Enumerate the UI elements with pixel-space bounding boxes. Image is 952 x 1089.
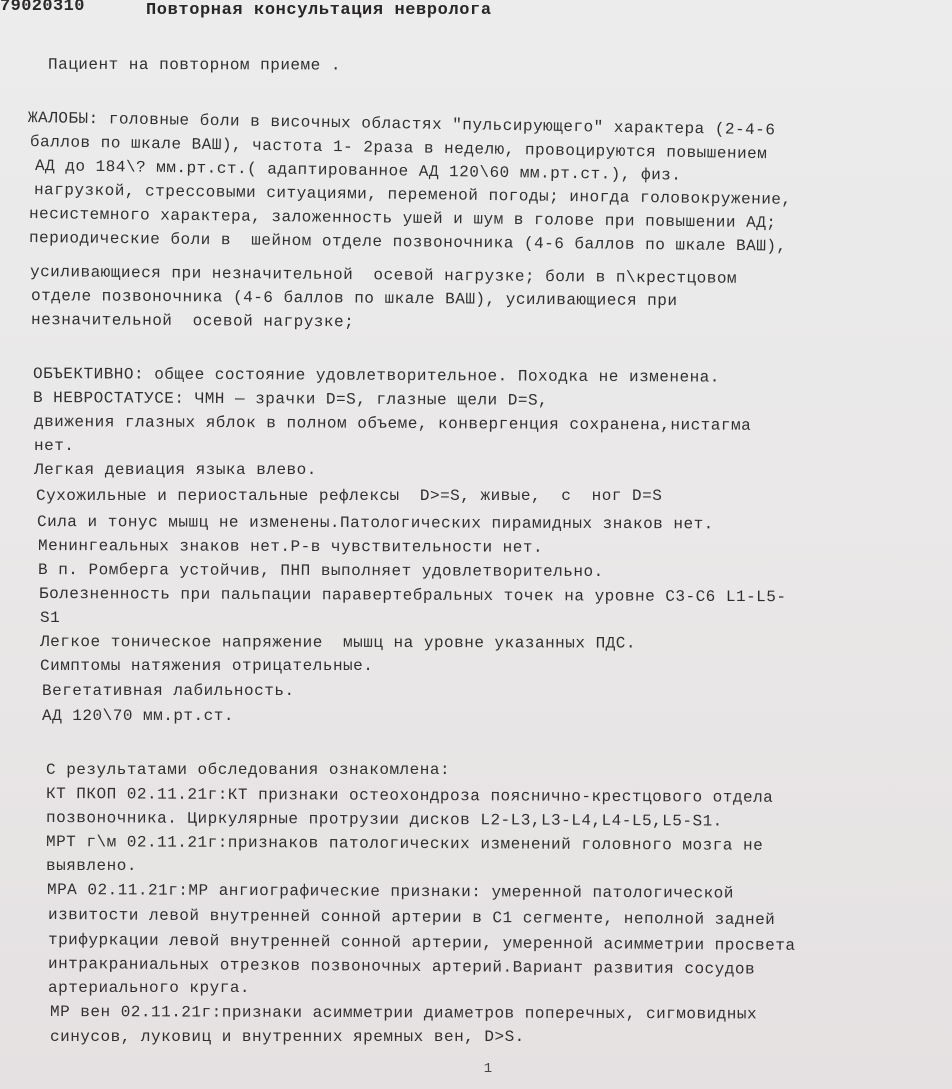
results-line: артериального круга.: [48, 979, 251, 997]
objective-line: Легкая девиация языка влево.: [34, 461, 317, 479]
complaints-line: ЖАЛОБЫ: головные боли в височных областях "пульсирующего" характера (2-4-6: [27, 109, 776, 140]
complaints-line: отделе позвоночника (4-6 баллов по шкале ВАШ), усиливающиеся при: [30, 287, 678, 311]
results-line: КТ ПКОП 02.11.21г:КТ признаки остеохондроза пояснично-крестцового отдела: [45, 785, 774, 807]
results-line: С результатами обследования ознакомлена:: [46, 761, 451, 779]
objective-line: S1: [40, 609, 61, 627]
objective-line: АД 120\70 мм.рт.ст.: [42, 707, 234, 725]
objective-line: Вегетативная лабильность.: [42, 682, 295, 700]
complaints-line: периодические боли в шейном отделе позвоночника (4-6 баллов по шкале ВАШ),: [28, 229, 787, 256]
objective-line: В НЕВРОСТАТУСЕ: ЧМН — зрачки D=S, глазные щели D=S,: [32, 389, 549, 410]
objective-line: Сила и тонус мышц не изменены.Патологических пирамидных знаков нет.: [36, 513, 714, 534]
objective-line: Сухожильные и периостальные рефлексы D>=S, живые, с ног D=S: [36, 487, 663, 505]
results-line: интракраниальных отрезков позвоночных артерий.Вариант развития сосудов: [47, 955, 756, 979]
document-title: Повторная консультация невролога: [146, 1, 492, 20]
complaints-line: баллов по шкале ВАШ), частота 1- 2раза в неделю, провоцируются повышением: [29, 133, 768, 164]
complaints-line: несистемного характера, заложенность ушей и шум в голове при повышении АД;: [28, 205, 777, 233]
objective-line: Симптомы натяжения отрицательные.: [40, 657, 374, 675]
results-line: выявлено.: [46, 857, 137, 875]
objective-line: Болезненность при пальпации паравертебральных точек на уровне С3-С6 L1-L5-: [38, 585, 787, 607]
results-line: извитости левой внутренней сонной артерии в С1 сегменте, неполной задней: [47, 906, 776, 930]
objective-line: Менингеальных знаков нет.Р-в чувствительности нет.: [37, 537, 544, 557]
objective-line: движения глазных яблок в полном объеме, конвергенция сохранена,нистагма: [33, 413, 752, 435]
complaints-line: незначительной осевой нагрузке;: [30, 311, 355, 332]
complaints-line: АД до 184\? мм.рт.ст.( адаптированное АД 120\60 мм.рт.ст.), физ.: [34, 157, 682, 185]
objective-line: ОБЪЕКТИВНО: общее состояние удовлетворительное. Походка не изменена.: [32, 365, 720, 387]
complaints-line: нагрузкой, стрессовыми ситуациями, переменой погоды; иногда головокружение,: [33, 181, 792, 209]
text-line: Пациент на повторном приеме .: [47, 55, 341, 75]
results-line: МР вен 02.11.21г:признаки асимметрии диаметров поперечных, сигмовидных: [49, 1003, 758, 1024]
results-line: позвоночника. Циркулярные протрузии дисков L2-L3,L3-L4,L4-L5,L5-S1.: [45, 809, 723, 831]
objective-line: В п. Ромберга устойчив, ПНП выполняет удовлетворительно.: [37, 561, 604, 581]
page-number: 1: [483, 1061, 493, 1077]
results-line: МРТ г\м 02.11.21г:признаков патологических изменений головного мозга не: [45, 833, 764, 855]
results-line: МРА 02.11.21г:МР ангиографические признаки: умеренной патологической: [46, 881, 734, 903]
document-number: 79020310: [0, 0, 85, 16]
results-line: синусов, луковиц и внутренних яремных вен, D>S.: [50, 1028, 525, 1046]
objective-line: Легкое тоническое напряжение мышц на уровне указанных ПДС.: [39, 633, 637, 653]
objective-line: нет.: [34, 437, 75, 455]
results-line: трифуркации левой внутренней сонной артерии, умеренной асимметрии просвета: [47, 931, 796, 955]
complaints-line: усиливающиеся при незначительной осевой нагрузке; боли в п\крестцовом: [29, 263, 738, 288]
